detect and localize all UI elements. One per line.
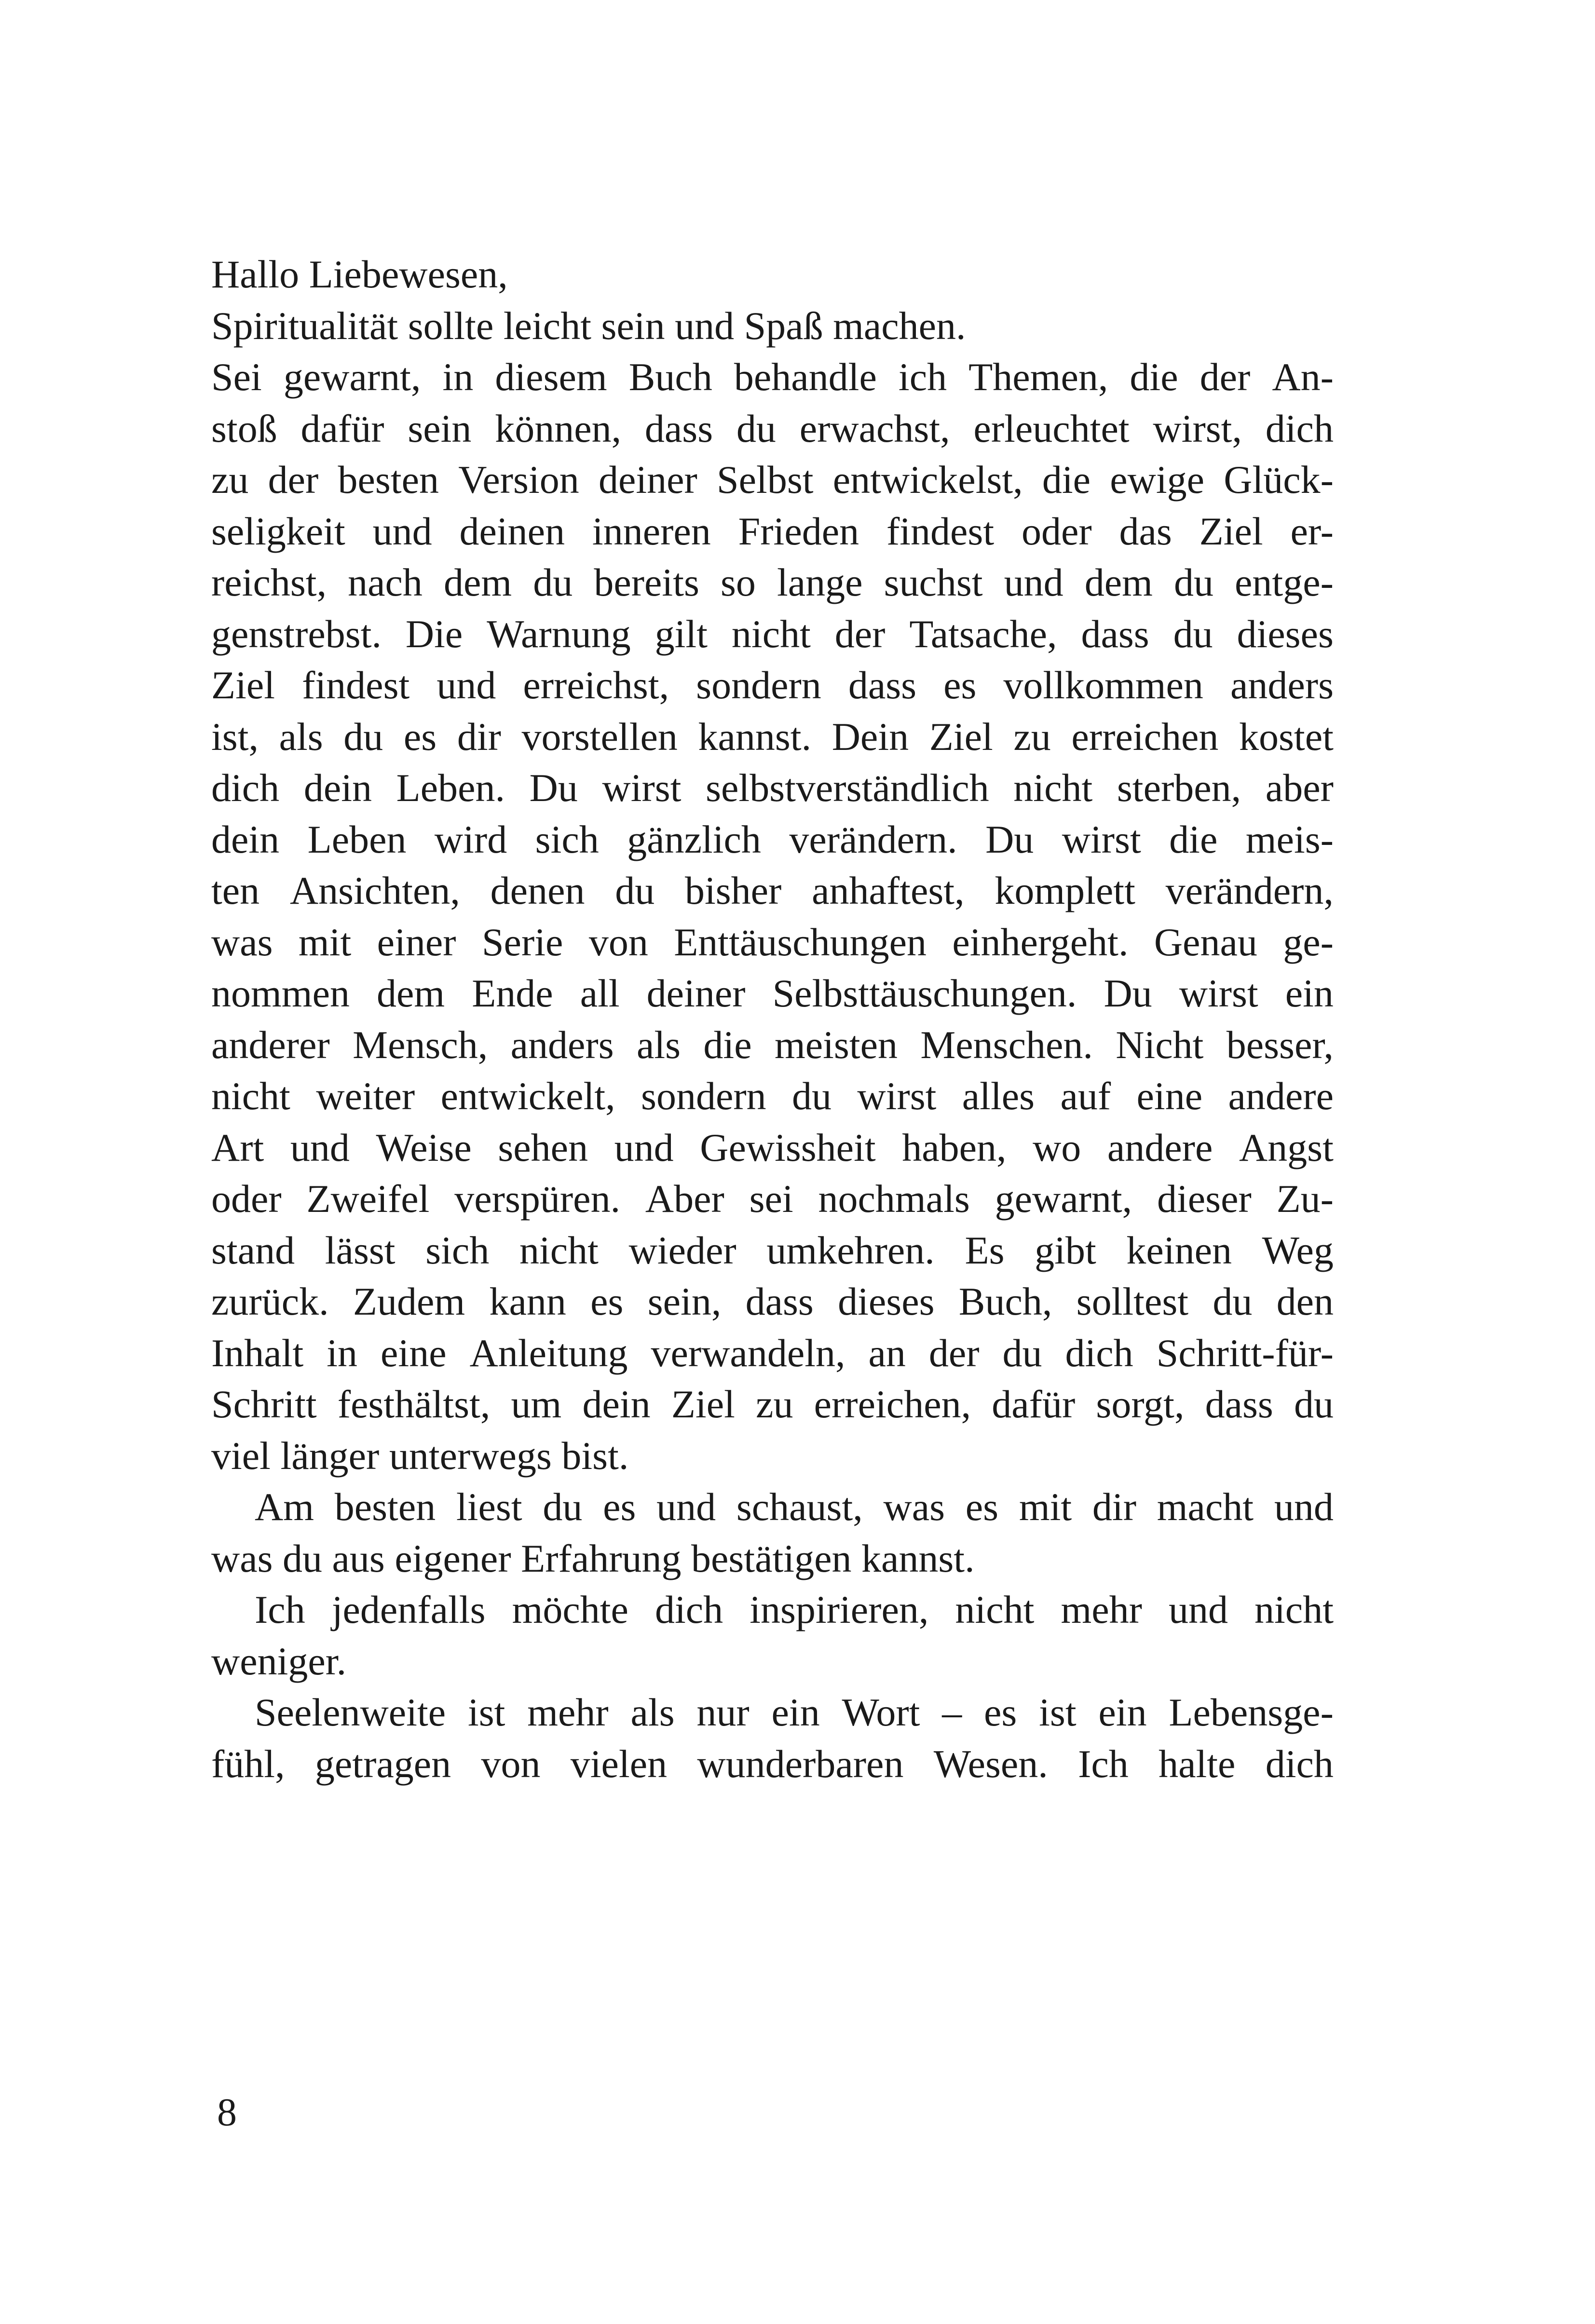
text-line: Am besten liest du es und schaust, was es mit dir macht und — [255, 1485, 1334, 1529]
text-line: zu der besten Version deiner Selbst entwickelst, die ewige Glück- — [211, 458, 1334, 502]
page-number: 8 — [217, 2090, 237, 2134]
text-line: Ziel findest und erreichst, sondern dass es vollkommen anders — [211, 663, 1334, 707]
text-line: was du aus eigener Erfahrung bestätigen kannst. — [211, 1536, 975, 1580]
text-line: nommen dem Ende all deiner Selbsttäuschungen. Du wirst ein — [211, 971, 1334, 1015]
text-line: weniger. — [211, 1639, 347, 1683]
text-line: fühl, getragen von vielen wunderbaren Wesen. Ich halte dich — [211, 1741, 1334, 1786]
text-line: viel länger unterwegs bist. — [211, 1433, 629, 1478]
text-line: Spiritualität sollte leicht sein und Spaß machen. — [211, 303, 966, 348]
text-line: stoß dafür sein können, dass du erwachst, erleuchtet wirst, dich — [211, 406, 1334, 450]
text-line: dich dein Leben. Du wirst selbstverständlich nicht sterben, aber — [211, 766, 1334, 810]
text-line: Hallo Liebewesen, — [211, 252, 508, 296]
text-line: stand lässt sich nicht wieder umkehren. Es gibt keinen Weg — [211, 1228, 1334, 1272]
text-line: ten Ansichten, denen du bisher anhaftest, komplett verändern, — [211, 869, 1334, 912]
body-text — [211, 249, 1334, 1790]
text-line: seligkeit und deinen inneren Frieden findest oder das Ziel er- — [211, 509, 1334, 553]
text-line: anderer Mensch, anders als die meisten Menschen. Nicht besser, — [211, 1022, 1334, 1067]
text-line: zurück. Zudem kann es sein, dass dieses Buch, solltest du den — [211, 1279, 1334, 1323]
text-line: Inhalt in eine Anleitung verwandeln, an der du dich Schritt-für- — [211, 1331, 1334, 1375]
text-line: dein Leben wird sich gänzlich verändern. Du wirst die meis- — [211, 817, 1334, 861]
text-line: Art und Weise sehen und Gewissheit haben, wo andere Angst — [211, 1125, 1334, 1169]
text-line: nicht weiter entwickelt, sondern du wirst alles auf eine andere — [211, 1074, 1334, 1118]
text-line: genstrebst. Die Warnung gilt nicht der Tatsache, dass du dieses — [211, 612, 1334, 656]
text-line: oder Zweifel verspüren. Aber sei nochmals gewarnt, dieser Zu- — [211, 1177, 1334, 1221]
text-line: Seelenweite ist mehr als nur ein Wort – es ist ein Lebensge- — [255, 1690, 1334, 1734]
text-line: Sei gewarnt, in diesem Buch behandle ich Themen, die der An- — [211, 355, 1334, 399]
text-line: reichst, nach dem du bereits so lange suchst und dem du entge- — [211, 560, 1334, 604]
text-line: ist, als du es dir vorstellen kannst. Dein Ziel zu erreichen kostet — [211, 714, 1334, 759]
text-line: Ich jedenfalls möchte dich inspirieren, nicht mehr und nicht — [255, 1588, 1334, 1631]
text-line: Schritt festhältst, um dein Ziel zu erreichen, dafür sorgt, dass du — [211, 1382, 1334, 1426]
text-line: was mit einer Serie von Enttäuschungen einhergeht. Genau ge- — [211, 920, 1334, 964]
